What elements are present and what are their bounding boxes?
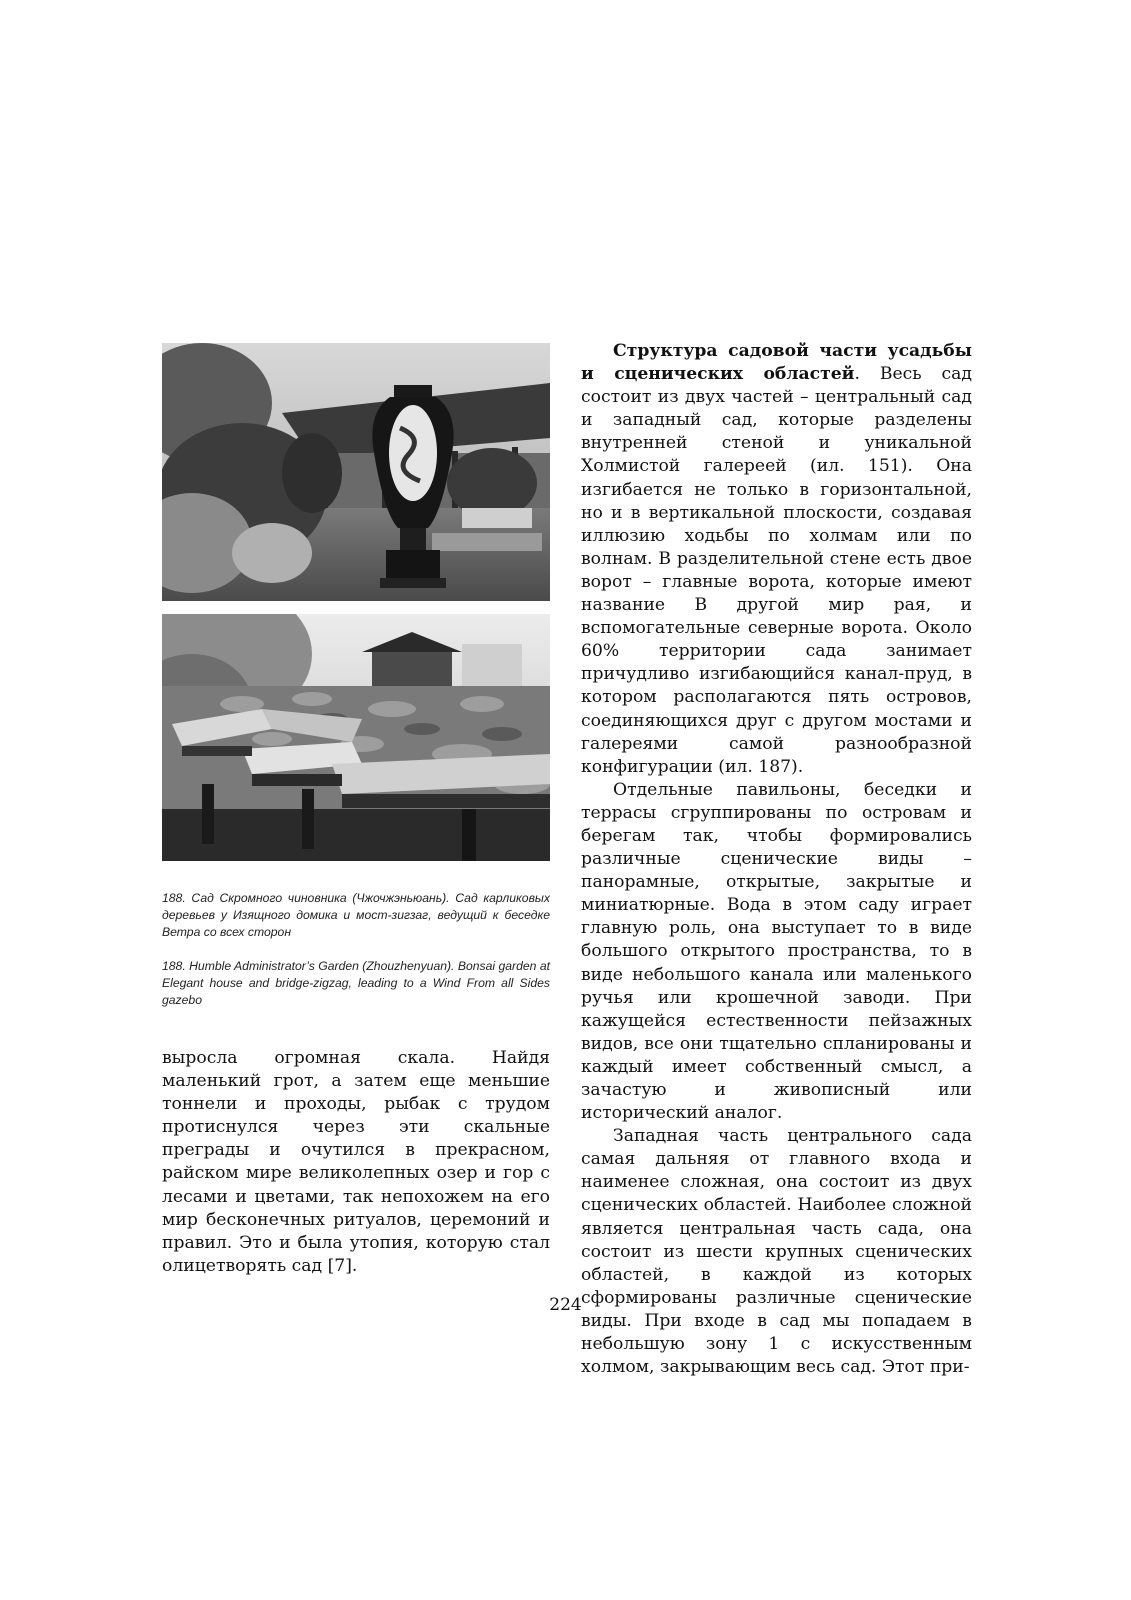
photo-bonsai-garden	[162, 343, 550, 601]
right-paragraph-1	[581, 340, 972, 779]
photo-zigzag-bridge	[162, 614, 550, 861]
bonsai-garden-image	[162, 343, 550, 601]
section-heading: Структура садовой части усадьбы и сценических областей	[581, 341, 972, 385]
right-paragraph-2: Отдельные павильоны, беседки и террасы сгруппированы по островам и берегам так, чтобы формировались различные сценические виды – панорамные, открытые, закрытые и миниатюрные. Вода в этом саду играет главную роль, она выступает то в виде большого открытого пространства, то в виде небольшого канала или маленького ручья или крошечной заводи. При кажущейся естественности пейзажных видов, все они тщательно спланированы и каждый имеет собственный смысл, а зачастую и живописный или исторический аналог.	[581, 779, 972, 1124]
figure-caption-english: 188. Humble Administrator’s Garden (Zhouzhenyuan). Bonsai garden at Elegant house and bridge-zigzag, leading to a Wind From all Sides gazebo	[162, 959, 550, 1007]
right-text-column	[581, 340, 972, 1379]
right-paragraph-1-text: . Весь сад состоит из двух частей – центральный сад и западный сад, которые разделены внутренней стеной и уникальной Холмистой галереей (ил. 151). Она изгибается не только в горизонтальной, но и в вертикальной плоскости, создавая иллюзию ходьбы по холмам или по волнам. В разделительной стене есть двое ворот – главные ворота, которые имеют название В другой мир рая, и вспомогательные северные ворота. Около 60% территории сада занимает причудливо изгибающийся канал-пруд, в котором располагаются пять островов, соединяющихся друг с другом мостами и галереями самой разнообразной конфигурации (ил. 187).	[581, 364, 972, 777]
zigzag-bridge-image	[162, 614, 550, 861]
page-number: 224	[549, 1295, 582, 1315]
left-text-column	[162, 1047, 550, 1278]
figure-caption-russian: 188. Сад Скромного чиновника (Чжочжэньюань). Сад карликовых деревьев у Изящного домика и мост-зигзаг, ведущий к беседке Ветра со всех сторон	[162, 891, 550, 939]
left-paragraph-1: выросла огромная скала. Найдя маленький грот, а затем еще меньшие тоннели и проходы, рыбак с трудом протиснулся через эти скальные преграды и очутился в прекрасном, райском мире великолепных озер и гор с лесами и цветами, так непохожем на его мир бесконечных ритуалов, церемоний и правил. Это и была утопия, которую стал олицетворять сад [7].	[162, 1048, 550, 1276]
right-paragraph-3: Западная часть центрального сада самая дальняя от главного входа и наименее сложная, она состоит из двух сценических областей. Наиболее сложной является центральная часть сада, она состоит из шести крупных сценических областей, в каждой из которых сформированы различные сценические виды. При входе в сад мы попадаем в небольшую зону 1 с искусственным холмом, закрывающим весь сад. Этот при-	[581, 1126, 972, 1378]
